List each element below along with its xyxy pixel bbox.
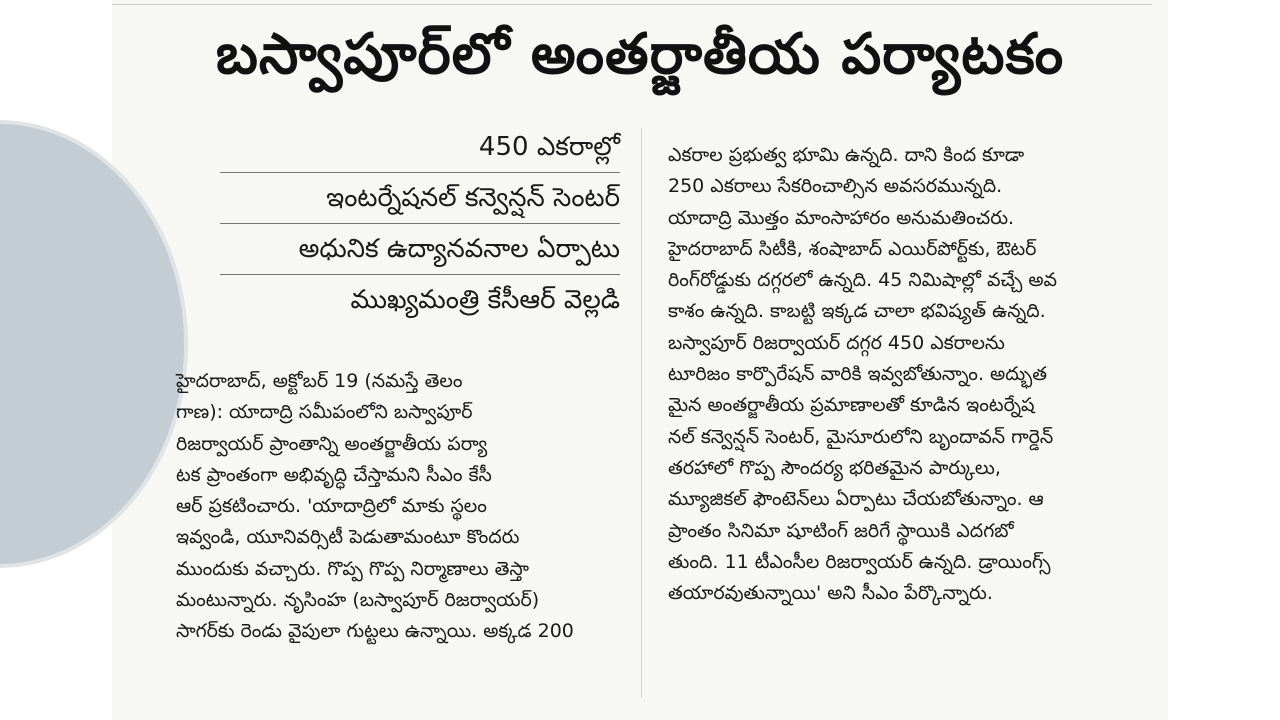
body-line: టక ప్రాంతంగా అభివృద్ధి చేస్తామని సీఎం కేసీ bbox=[176, 463, 492, 486]
body-line: నల్ కన్వెన్షన్ సెంటర్, మైసూరులోని బృందావన్ గార్డెన్ bbox=[668, 425, 1054, 448]
body-column-left bbox=[176, 366, 618, 648]
subheadings bbox=[220, 122, 620, 325]
body-line: హైదరాబాద్, అక్టోబర్ 19 (నమస్తే తెలం bbox=[176, 370, 463, 392]
body-line: తుంది. 11 టీఎంసీల రిజర్వాయర్ ఉన్నది. డ్రాయింగ్స్ bbox=[668, 550, 1051, 573]
body-line: ఎకరాల ప్రభుత్వ భూమి ఉన్నది. దాని కింద కూడా bbox=[668, 144, 1025, 166]
body-line: మ్యూజికల్ ఫౌంటెన్‌లు ఏర్పాటు చేయబోతున్నాం. ఆ bbox=[668, 488, 1044, 511]
body-line: తరహాలో గొప్ప సౌందర్య భరితమైన పార్కులు, bbox=[668, 456, 1001, 479]
body-line: సాగర్‌కు రెండు వైపులా గుట్టలు ఉన్నాయి. అక్కడ 200 bbox=[176, 620, 574, 643]
body-line: బస్వాపూర్ రిజర్వాయర్ దగ్గర 450 ఎకరాలను bbox=[668, 331, 1005, 354]
body-line: ఇవ్వండి, యూనివర్సిటీ పెడుతామంటూ కొందరు bbox=[176, 526, 520, 549]
headline: బస్వాపూర్‌లో అంతర్జాతీయ పర్యాటకం bbox=[215, 22, 1065, 87]
body-line: కాశం ఉన్నది. కాబట్టి ఇక్కడ చాలా భవిష్యత్ ఉన్నది. bbox=[668, 300, 1046, 323]
body-column-right bbox=[668, 140, 1158, 609]
subheading: 450 ఎకరాల్లో bbox=[220, 122, 620, 173]
body-line: ప్రాంతం సినిమా షూటింగ్ జరిగే స్థాయికి ఎదగబో bbox=[668, 519, 1014, 542]
column-divider bbox=[641, 128, 642, 698]
body-line: మైన అంతర్జాతీయ ప్రమాణాలతో కూడిన ఇంటర్నేష bbox=[668, 394, 1035, 417]
body-line: తయారవుతున్నాయి' అని సీఎం పేర్కొన్నారు. bbox=[668, 582, 993, 605]
body-line: టూరిజం కార్పొరేషన్ వారికి ఇవ్వబోతున్నాం. అద్భుత bbox=[668, 363, 1048, 386]
body-line: ముందుకు వచ్చారు. గొప్ప గొప్ప నిర్మాణాలు తెస్తా bbox=[176, 557, 529, 580]
body-line: హైదరాబాద్ సిటీకి, శంషాబాద్ ఎయిర్‌పోర్ట్‌కు, ఔటర్ bbox=[668, 237, 1037, 260]
body-line: ఆర్ ప్రకటించారు. 'యాదాద్రిలో మాకు స్థలం bbox=[176, 495, 487, 518]
body-line: యాదాద్రి మొత్తం మాంసాహారం అనుమతించరు. bbox=[668, 206, 1015, 229]
subheading: ఇంటర్నేషనల్ కన్వెన్షన్ సెంటర్ bbox=[220, 173, 620, 224]
body-line: రింగ్‌రోడ్డుకు దగ్గరలో ఉన్నది. 45 నిమిషాల్లో వచ్చే అవ bbox=[668, 269, 1058, 292]
body-line: రిజర్వాయర్ ప్రాంతాన్ని అంతర్జాతీయ పర్యా bbox=[176, 432, 488, 455]
subheading: అధునిక ఉద్యానవనాల ఏర్పాటు bbox=[220, 224, 620, 275]
subheading: ముఖ్యమంత్రి కేసీఆర్ వెల్లడి bbox=[350, 285, 620, 315]
body-line: గాణ): యాదాద్రి సమీపంలోని బస్వాపూర్ bbox=[176, 401, 473, 424]
body-line: 250 ఎకరాలు సేకరించాల్సిన అవసరమున్నది. bbox=[668, 175, 1003, 198]
top-rule bbox=[112, 4, 1152, 5]
body-line: మంటున్నారు. నృసింహ (బస్వాపూర్ రిజర్వాయర్) bbox=[176, 589, 540, 612]
